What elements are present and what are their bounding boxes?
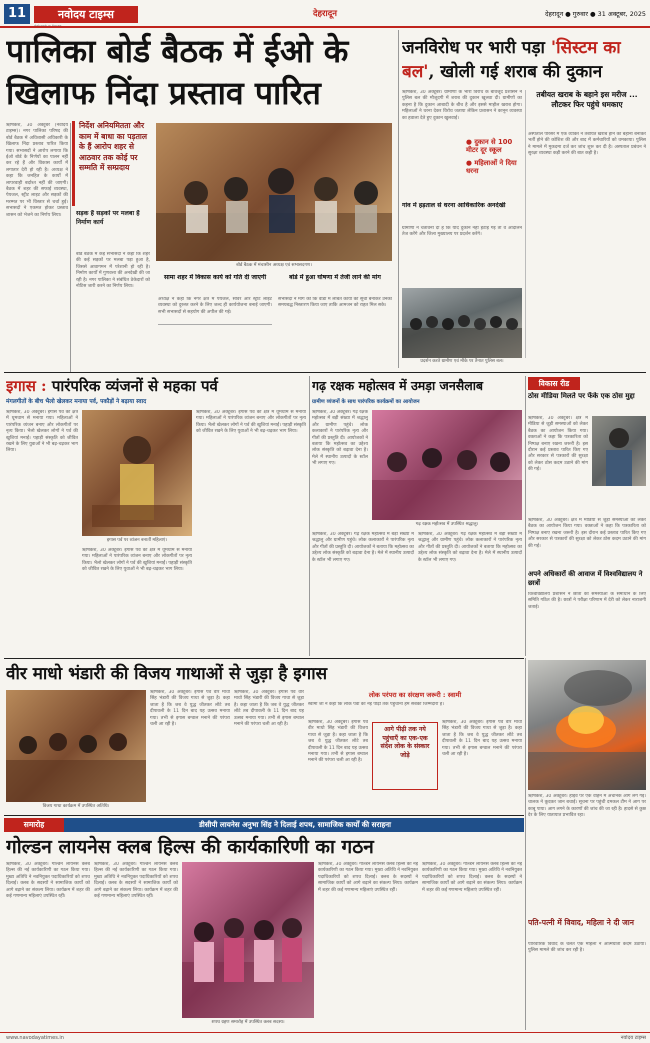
gau-subline: ग्रामीण व्यंजनों के साथ पारंपरिक कार्यक्रमों का आयोजन — [312, 399, 420, 405]
itihas-col1 — [6, 410, 78, 656]
veer-col3 — [308, 720, 368, 812]
column-divider — [398, 30, 399, 368]
dateline: देहरादून ● गुरुवार ● 31 अक्टूबर, 2025 — [545, 10, 646, 18]
fire-headline: पति-पत्नी में विवाद, महिला ने दी जान — [528, 918, 634, 927]
protest-text: ऋषिकेश, 30 अक्टूबर। ग्रामीणों के भारी विरोध के बावजूद प्रशासन ने पुलिस बल की मौजूदगी में शराब की दुकान खुलवा दी। ग्रामीणों का कहना है कि दुकान आबादी के बीच है और इससे माहौल खराब होगा। महिलाओं ने धरना देकर विरोध जताया लेकिन प्रशासन ने कानून व्यवस्था का हवाला देते हुए दुकान खुलवाई। — [402, 90, 522, 121]
itihas-headline: पारंपरिक व्यंजनों से महका पर्व — [51, 377, 218, 395]
samaroh-photo — [182, 862, 314, 1018]
samaroh-text-cont: ऋषिकेश, 30 अक्टूबर। गोल्डन लायनेस क्लब हिल्स की नई कार्यकारिणी का गठन किया गया। मुख्य अतिथि ने नवनियुक्त पदाधिकारियों को शपथ दिलाई। क्लब के सदस्यों ने सामाजिक कार्यों को आगे बढ़ाने का संकल्प लिया। कार्यक्रम में शहर की कई गणमान्य महिलाएं उपस्थित रहीं। — [94, 862, 178, 900]
itihas-text-cont: ऋषिकेश, 30 अक्टूबर। इगास पर्व को क्षेत्र में धूमधाम से मनाया गया। महिलाओं ने पारंपरिक व्यंजन बनाए और लोकगीतों पर नृत्य किया। भैलो खेलकर लोगों ने पर्व की खुशियां मनाईं। पहाड़ी संस्कृति को जीवित रखने के लिए युवाओं ने भी बढ़-चढ़कर भाग लिया। — [196, 410, 306, 435]
veer-text-end: ऋषिकेश, 30 अक्टूबर। इगास पर्व वीर माधो सिंह भंडारी की विजय गाथा से जुड़ा है। कहा जाता है कि जब वे युद्ध जीतकर लौटे तब दीपावली के 11 दिन बाद यह उत्सव मनाया गया। तभी से इगास बग्वाल मनाने की परंपरा चली आ रही है। — [442, 720, 522, 758]
lead-photo-figures — [156, 123, 392, 261]
samaroh-text: ऋषिकेश, 30 अक्टूबर। गोल्डन लायनेस क्लब हिल्स की नई कार्यकारिणी का गठन किया गया। मुख्य अतिथि ने नवनियुक्त पदाधिकारियों को शपथ दिलाई। क्लब के सदस्यों ने सामाजिक कार्यों को आगे बढ़ाने का संकल्प लिया। कार्यक्रम में शहर की कई गणमान्य महिलाएं उपस्थित रहीं। — [6, 862, 90, 900]
protest-photo — [402, 288, 522, 358]
brief-photo — [592, 416, 646, 486]
gau-text-cont: ऋषिकेश, 30 अक्टूबर। गढ़ रक्षक महोत्सव में बड़ी संख्या में श्रद्धालु और ग्रामीण पहुंचे। लोक कलाकारों ने पारंपरिक नृत्य और गीतों की प्रस्तुति दी। आयोजकों ने बताया कि महोत्सव का उद्देश्य लोक संस्कृति को बढ़ावा देना है। मेले में स्थानीय उत्पादों के स्टॉल भी लगाए गए। — [312, 532, 414, 563]
veer-box-body — [308, 702, 522, 718]
gau-photo-caption: गढ़ रक्षक महोत्सव में उपस्थित श्रद्धालु। — [415, 522, 479, 527]
fire-body — [528, 794, 646, 914]
protest-bullet-text: महिलाओं ने दिया धरना — [466, 158, 517, 176]
side-text: अस्पताल परिसर में एक व्यक्ति ने तबीयत खराब होने का बहाना बनाकर भर्ती होने की कोशिश की और बाद में कर्मचारियों को धमकाया। पुलिस ने मामले में मुकदमा दर्ज कर जांच शुरू कर दी है। अस्पताल प्रबंधन ने सुरक्षा व्यवस्था कड़ी करने की बात कही है। — [528, 132, 646, 157]
itihas-photo — [82, 410, 192, 536]
column-divider — [525, 658, 526, 1030]
lead-quote-head: सामा शहर में विकास कार्य को गति दी जाएगी — [163, 274, 267, 281]
gau-col2 — [312, 532, 414, 656]
side-headline: तबीयत खराब के बहाने इस मरीज ... लौटकर फिर पहुंचे धमकाए — [536, 90, 638, 109]
veer-box-head: लोक परंपरा का संरक्षण जरूरी : स्वामी — [368, 691, 462, 699]
samaroh-label: समारोह — [4, 818, 64, 832]
lead-col2-text: बोर्ड बैठक में कई सभासदों ने कहा कि शहर की कई सड़कों पर मलबा पड़ा हुआ है, जिससे आवागमन में परेशानी हो रही है। निर्माण कार्यों में गुणवत्ता की अनदेखी की जा रही है। नगर पालिका ने संबंधित ठेकेदारों को नोटिस जारी करने का निर्णय लिया। — [76, 252, 150, 290]
itihas-col3 — [196, 410, 306, 656]
lead-box2-body — [278, 297, 392, 367]
masthead — [0, 0, 650, 28]
fire-sub-body — [528, 942, 646, 1028]
protest-bullet: ● दुकान से 100 मीटर दूर स्कूल — [466, 138, 513, 155]
gau-text: ऋषिकेश, 30 अक्टूबर। गढ़ रक्षक महोत्सव में बड़ी संख्या में श्रद्धालु और ग्रामीण पहुंचे। लोक कलाकारों ने पारंपरिक नृत्य और गीतों की प्रस्तुति दी। आयोजकों ने बताया कि महोत्सव का उद्देश्य लोक संस्कृति को बढ़ावा देना है। मेले में स्थानीय उत्पादों के स्टॉल भी लगाए गए। — [312, 410, 368, 467]
itihas-text: ऋषिकेश, 30 अक्टूबर। इगास पर्व को क्षेत्र में धूमधाम से मनाया गया। महिलाओं ने पारंपरिक व्यंजन बनाए और लोकगीतों पर नृत्य किया। भैलो खेलकर लोगों ने पर्व की खुशियां मनाईं। पहाड़ी संस्कृति को जीवित रखने के लिए युवाओं ने भी बढ़-चढ़कर भाग लिया। — [6, 410, 78, 454]
brief-sub-head: अपने अधिकारों की आवाज में विश्वविद्यालय ने छात्रों — [528, 570, 643, 587]
lead-photo — [156, 123, 392, 261]
section-name: देहरादून — [313, 9, 337, 19]
column-divider — [70, 123, 71, 373]
gau-photo — [372, 410, 522, 520]
brief-sub-body — [528, 592, 646, 654]
protest-headline — [402, 36, 646, 88]
brief-label: विकास रीड — [528, 377, 580, 390]
itihas-col2 — [82, 548, 192, 656]
protest-subbody — [402, 226, 522, 286]
protest-headline-part2: , खोली गई शराब की दुकान — [428, 62, 603, 82]
samaroh-col2 — [94, 862, 178, 1030]
protest-sub-text: ग्रामीणों ने चेतावनी दी है कि यदि दुकान नहीं हटाई गई तो वे आंदोलन तेज करेंगे और जिला मुख्यालय पर प्रदर्शन करेंगे। — [402, 226, 522, 238]
lead-box2-text: सभासदों ने मांग की कि वार्डों में लंबित कार्यों की सूची बनाकर उनका समयबद्ध निस्तारण किया जाए ताकि आमजन को राहत मिल सके। — [278, 297, 392, 309]
footer-left: www.navodayatimes.in — [6, 1035, 64, 1041]
veer-col1 — [150, 690, 230, 812]
brief-headline: ठोस मीडिया मिलते पर फेंके एक ठोस मुद्दा — [528, 392, 635, 400]
samaroh-photo-figures — [182, 862, 314, 1018]
samaroh-col3 — [318, 862, 418, 1030]
lead-col1 — [6, 123, 68, 371]
fire-photo — [528, 660, 646, 790]
brief-photo-figure — [592, 416, 646, 486]
lead-quote-body — [158, 297, 272, 367]
lead-headline: पालिका बोर्ड बैठक में ईओ के खिलाफ निंदा प्रस्ताव पारित — [6, 32, 349, 112]
section-rule — [4, 372, 646, 373]
column-divider — [309, 376, 310, 656]
footer-right: नवोदय टाइम्स — [620, 1035, 646, 1041]
column-divider — [525, 90, 526, 358]
masthead-small: dehradun.times — [34, 24, 62, 28]
fire-photo-shapes — [528, 660, 646, 790]
paper-name: नवोदय टाइम्स — [34, 6, 138, 23]
column-divider — [525, 376, 526, 656]
fire-text: ऋषिकेश, 30 अक्टूबर। हाईवे पर एक वाहन में अचानक आग लग गई। चालक ने कूदकर जान बचाई। सूचना पर पहुंची दमकल टीम ने आग पर काबू पाया। आग लगने के कारणों की जांच की जा रही है। हादसे से कुछ देर के लिए यातायात प्रभावित रहा। — [528, 794, 646, 819]
protest-photo-figures — [402, 288, 522, 358]
protest-bullet: ● महिलाओं ने दिया धरना — [466, 158, 517, 176]
samaroh-photo-caption: शपथ ग्रहण समारोह में उपस्थित क्लब सदस्य। — [211, 1020, 285, 1025]
veer-photo-caption: विजय गाथा कार्यक्रम में उपस्थित अतिथि। — [42, 804, 110, 809]
protest-bullet-text: दुकान से 100 मीटर दूर स्कूल — [466, 138, 513, 155]
side-body — [528, 132, 646, 360]
itihas-photo-caption: इगास पर्व पर व्यंजन बनातीं महिलाएं। — [106, 538, 168, 543]
section-rule — [4, 658, 524, 659]
veer-text-more: ऋषिकेश, 30 अक्टूबर। इगास पर्व वीर माधो सिंह भंडारी की विजय गाथा से जुड़ा है। कहा जाता है कि जब वे युद्ध जीतकर लौटे तब दीपावली के 11 दिन बाद यह उत्सव मनाया गया। तभी से इगास बग्वाल मनाने की परंपरा चली आ रही है। — [308, 720, 368, 764]
samaroh-text-more: ऋषिकेश, 30 अक्टूबर। गोल्डन लायनेस क्लब हिल्स की नई कार्यकारिणी का गठन किया गया। मुख्य अतिथि ने नवनियुक्त पदाधिकारियों को शपथ दिलाई। क्लब के सदस्यों ने सामाजिक कार्यों को आगे बढ़ाने का संकल्प लिया। कार्यक्रम में शहर की कई गणमान्य महिलाएं उपस्थित रहीं। — [318, 862, 418, 893]
protest-bullets — [464, 136, 522, 184]
veer-box-text: स्वामी जी ने कहा कि लोक पर्वों को नई पीढ़ी तक पहुंचाना हम सबकी जिम्मेदारी है। — [308, 702, 444, 707]
lead-quote-text: अध्यक्ष ने कहा कि नगर क्षेत्र में पेयजल, सीवर और स्ट्रीट लाइट व्यवस्था को दुरुस्त करने के लिए जल्द ही कार्ययोजना बनाई जाएगी। सभी सभासदों से सहयोग की अपील की गई। — [158, 297, 272, 315]
page-number: 11 — [4, 4, 30, 24]
veer-photo-figures — [6, 690, 146, 802]
itihas-headline-row — [6, 376, 306, 396]
lead-col2 — [76, 252, 150, 372]
veer-quote: आगे पीढ़ी तक नये पहुंचाएँ का एक-एक संदेश लोक के संस्कार जोड़े — [372, 722, 438, 790]
veer-col4 — [442, 720, 522, 812]
gau-headline: गढ़ रक्षक महोत्सव में उमड़ा जनसैलाब — [312, 378, 484, 393]
brief-sub-text: विश्वविद्यालय प्रशासन ने छात्रों की समस्याओं के समाधान के लिए समिति गठित की है। छात्रों ने परीक्षा परिणाम में देरी को लेकर नाराजगी जताई। — [528, 592, 646, 610]
divider — [158, 324, 272, 325]
protest-headline-part1: जनविरोध पर भारी पड़ा — [402, 38, 545, 58]
veer-col2 — [234, 690, 304, 812]
gau-text-more: ऋषिकेश, 30 अक्टूबर। गढ़ रक्षक महोत्सव में बड़ी संख्या में श्रद्धालु और ग्रामीण पहुंचे। लोक कलाकारों ने पारंपरिक नृत्य और गीतों की प्रस्तुति दी। आयोजकों ने बताया कि महोत्सव का उद्देश्य लोक संस्कृति को बढ़ावा देना है। मेले में स्थानीय उत्पादों के स्टॉल भी लगाए गए। — [418, 532, 522, 563]
samaroh-band — [4, 818, 524, 832]
itihas-subline: मंगलगीतों के बीच भैलो खेलकर मनाया पर्व, पकौड़ों ने बढ़ाया स्वाद — [6, 399, 147, 405]
itihas-photo-figures — [82, 410, 192, 536]
brief-body-cont — [528, 518, 646, 568]
gau-col3 — [418, 532, 522, 656]
lead-col1-text: ऋषिकेश, 30 अक्टूबर (नवोदय टाइम्स)। नगर पालिका परिषद की बोर्ड बैठक में अधिशासी अधिकारी के खिलाफ निंदा प्रस्ताव पारित किया गया। सभासदों ने आरोप लगाया कि ईओ बोर्ड के निर्णयों का पालन नहीं कर रहे हैं और विकास कार्यों में लगातार देरी हो रही है। अध्यक्ष ने कहा कि जनहित के कार्यों में लापरवाही बर्दाश्त नहीं की जाएगी। बैठक में शहर की सफाई व्यवस्था, पेयजल, स्ट्रीट लाइट और सड़कों की मरम्मत पर भी विस्तार से चर्चा हुई। सभासदों ने एकमत होकर प्रस्ताव शासन को भेजने का निर्णय लिया। — [6, 123, 68, 218]
lead-photo-caption: बोर्ड बैठक में मंचासीन अध्यक्ष एवं सभासदगण। — [236, 263, 312, 268]
brief-text: ऋषिकेश, 30 अक्टूबर। क्षेत्र में मीडिया से जुड़ी समस्याओं को लेकर बैठक का आयोजन किया गया। वक्ताओं ने कहा कि पत्रकारिता को निष्पक्ष बनाए रखना जरूरी है। इस दौरान कई प्रस्ताव पारित किए गए और सरकार से पत्रकारों की सुरक्षा को लेकर ठोस कदम उठाने की मांग की गई। — [528, 416, 588, 473]
samaroh-col4 — [422, 862, 522, 1030]
lead-col2-subhead: सड़क हैं सड़कों पर मलबा हैं निर्माण कार्य — [76, 210, 140, 226]
brief-text-cont: ऋषिकेश, 30 अक्टूबर। क्षेत्र में मीडिया से जुड़ी समस्याओं को लेकर बैठक का आयोजन किया गया। वक्ताओं ने कहा कि पत्रकारिता को निष्पक्ष बनाए रखना जरूरी है। इस दौरान कई प्रस्ताव पारित किए गए और सरकार से पत्रकारों की सुरक्षा को लेकर ठोस कदम उठाने की मांग की गई। — [528, 518, 646, 549]
itihas-kicker: इगास : — [6, 377, 47, 395]
protest-photo-caption: प्रदर्शन करते ग्रामीण एवं मौके पर तैनात पुलिस बल। — [420, 359, 504, 364]
veer-photo — [6, 690, 146, 802]
samaroh-headline: गोल्डन लायनेस क्लब हिल्स की कार्यकारिणी का गठन — [6, 836, 374, 858]
gau-photo-figures — [372, 410, 522, 520]
veer-text-cont: ऋषिकेश, 30 अक्टूबर। इगास पर्व वीर माधो सिंह भंडारी की विजय गाथा से जुड़ा है। कहा जाता है कि जब वे युद्ध जीतकर लौटे तब दीपावली के 11 दिन बाद यह उत्सव मनाया गया। तभी से इगास बग्वाल मनाने की परंपरा चली आ रही है। — [234, 690, 304, 728]
veer-headline: वीर माधो भंडारी की विजय गाथाओं से जुड़ा है इगास — [6, 664, 328, 684]
brief-body — [528, 416, 588, 516]
protest-subhead: गांव में हड़ताल से धरना आधिकारिक अनदेखी — [402, 202, 506, 209]
section-rule — [4, 815, 524, 816]
gau-col1 — [312, 410, 368, 530]
lead-pullquote: निर्देश अनियमितता और काम में बाधा का पड़ताल के हैं आरोप शहर से आठवार तक कोई पर सम्मति में सम्प्रदाय — [72, 121, 152, 206]
samaroh-text-end: ऋषिकेश, 30 अक्टूबर। गोल्डन लायनेस क्लब हिल्स की नई कार्यकारिणी का गठन किया गया। मुख्य अतिथि ने नवनियुक्त पदाधिकारियों को शपथ दिलाई। क्लब के सदस्यों ने सामाजिक कार्यों को आगे बढ़ाने का संकल्प लिया। कार्यक्रम में शहर की कई गणमान्य महिलाएं उपस्थित रहीं। — [422, 862, 522, 893]
lead-box2-head: बोर्ड में हुआ घोषणा में तेजी लाने की मांग — [289, 274, 381, 281]
samaroh-subline: डीसीपी लायनेस अनुभा सिंह ने दिलाई शपथ, सामाजिक कार्यों की सराहना — [198, 820, 392, 829]
itihas-text-more: ऋषिकेश, 30 अक्टूबर। इगास पर्व को क्षेत्र में धूमधाम से मनाया गया। महिलाओं ने पारंपरिक व्यंजन बनाए और लोकगीतों पर नृत्य किया। भैलो खेलकर लोगों ने पर्व की खुशियां मनाईं। पहाड़ी संस्कृति को जीवित रखने के लिए युवाओं ने भी बढ़-चढ़कर भाग लिया। — [82, 548, 192, 573]
fire-sub-text: पारिवारिक विवाद के चलते एक महिला ने आत्मघाती कदम उठाया। पुलिस मामले की जांच कर रही है। — [528, 942, 646, 954]
footer — [0, 1032, 650, 1043]
veer-text: ऋषिकेश, 30 अक्टूबर। इगास पर्व वीर माधो सिंह भंडारी की विजय गाथा से जुड़ा है। कहा जाता है कि जब वे युद्ध जीतकर लौटे तब दीपावली के 11 दिन बाद यह उत्सव मनाया गया। तभी से इगास बग्वाल मनाने की परंपरा चली आ रही है। — [150, 690, 230, 728]
samaroh-col1 — [6, 862, 90, 1030]
protest-headline-quote: 'सिस्टम का बल' — [402, 38, 621, 82]
